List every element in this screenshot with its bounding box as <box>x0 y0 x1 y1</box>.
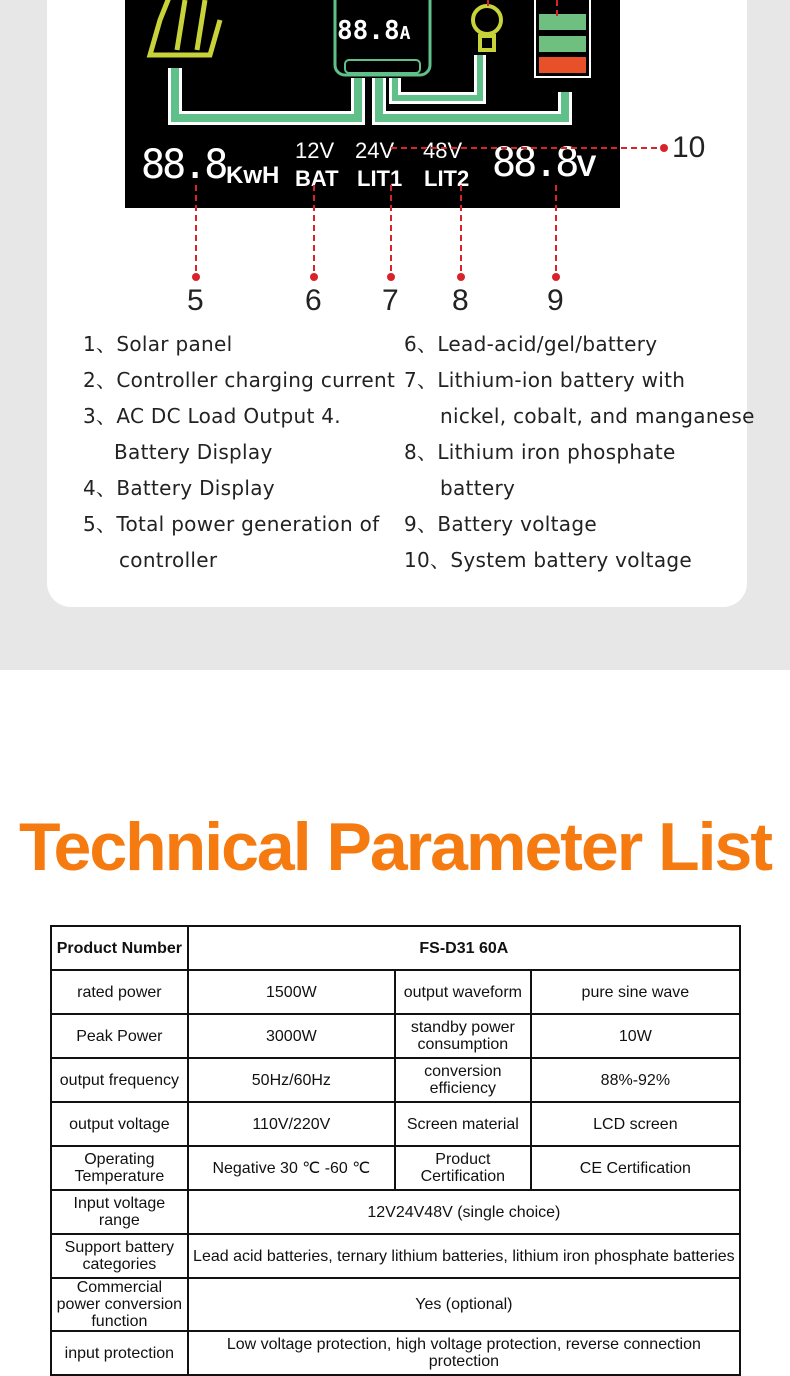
callout-7: 7 <box>382 284 399 317</box>
cell-value: LCD screen <box>531 1102 740 1146</box>
cell-label: output voltage <box>51 1102 188 1146</box>
callout-6: 6 <box>305 284 322 317</box>
callout-8: 8 <box>452 284 469 317</box>
cell-label: Screen material <box>395 1102 531 1146</box>
cell-value: 50Hz/60Hz <box>188 1058 395 1102</box>
cell-label: Peak Power <box>51 1014 188 1058</box>
label-48v: 48V <box>423 138 463 163</box>
legend-item: 9、Battery voltage <box>404 512 597 536</box>
table-row <box>51 1014 740 1058</box>
label-bat: BAT <box>295 166 339 191</box>
cell-value: 12V24V48V (single choice) <box>188 1190 740 1234</box>
legend-item: battery <box>440 476 516 500</box>
diagram-section <box>0 0 790 670</box>
legend-item: 7、Lithium-ion battery with <box>404 368 686 392</box>
table-row <box>51 1234 740 1278</box>
cell-value: 1500W <box>188 970 395 1014</box>
cell-label: Operating Temperature <box>51 1146 188 1190</box>
cell-label: Commercial power conversion function <box>51 1278 188 1331</box>
label-lit2: LIT2 <box>424 166 470 191</box>
cell-label: Input voltage range <box>51 1190 188 1234</box>
cell-value: 10W <box>531 1014 740 1058</box>
parameter-table <box>50 925 741 1376</box>
cell-label: Product Number <box>51 926 188 970</box>
table-row <box>51 1146 740 1190</box>
table-row <box>51 970 740 1014</box>
cell-value: Low voltage protection, high voltage protection, reverse connection protection <box>188 1331 740 1375</box>
legend-item: 8、Lithium iron phosphate <box>404 440 676 464</box>
table-row <box>51 926 740 970</box>
cell-label: standby power consumption <box>395 1014 531 1058</box>
callout-9: 9 <box>547 284 564 317</box>
table-row <box>51 1190 740 1234</box>
cell-value: Lead acid batteries, ternary lithium batteries, lithium iron phosphate batteries <box>188 1234 740 1278</box>
legend-item: 10、System battery voltage <box>404 548 692 572</box>
legend-item: 5、Total power generation of <box>83 512 380 536</box>
cell-label: conversion efficiency <box>395 1058 531 1102</box>
legend-right <box>404 326 755 578</box>
legend-left <box>83 326 395 578</box>
cell-label: Support battery categories <box>51 1234 188 1278</box>
table-row <box>51 1058 740 1102</box>
cell-value: Yes (optional) <box>188 1278 740 1331</box>
legend-item: 1、Solar panel <box>83 332 233 356</box>
callout-5: 5 <box>187 284 204 317</box>
cell-label: output frequency <box>51 1058 188 1102</box>
cell-value: FS-D31 60A <box>188 926 740 970</box>
cell-label: output waveform <box>395 970 531 1014</box>
voltage-readout: 88.8V <box>492 140 597 186</box>
label-12v: 12V <box>295 138 335 163</box>
section-title: Technical Parameter List <box>19 809 771 885</box>
legend-item: 2、Controller charging current <box>83 368 396 392</box>
cell-value: 3000W <box>188 1014 395 1058</box>
table-row <box>51 1278 740 1331</box>
current-readout: 88.8A <box>337 16 411 46</box>
energy-readout: 88.8 <box>141 142 226 188</box>
cell-label: rated power <box>51 970 188 1014</box>
legend-item: nickel, cobalt, and manganese <box>440 404 755 428</box>
cell-value: CE Certification <box>531 1146 740 1190</box>
label-lit1: LIT1 <box>357 166 403 191</box>
legend-item: 4、Battery Display <box>83 476 275 500</box>
table-row <box>51 1102 740 1146</box>
label-24v: 24V <box>355 138 395 163</box>
cell-value: 110V/220V <box>188 1102 395 1146</box>
cell-label: Product Certification <box>395 1146 531 1190</box>
cell-value: pure sine wave <box>531 970 740 1014</box>
legend-item: 6、Lead-acid/gel/battery <box>404 332 658 356</box>
energy-unit: KwH <box>226 162 280 189</box>
legend-item: controller <box>119 548 218 572</box>
cell-value: 88%-92% <box>531 1058 740 1102</box>
legend-item: Battery Display <box>114 440 273 464</box>
cell-value: Negative 30 ℃ -60 ℃ <box>188 1146 395 1190</box>
cell-label: input protection <box>51 1331 188 1375</box>
callout-10: 10 <box>672 131 706 164</box>
legend-item: 3、AC DC Load Output 4. <box>83 404 341 428</box>
table-row <box>51 1331 740 1375</box>
